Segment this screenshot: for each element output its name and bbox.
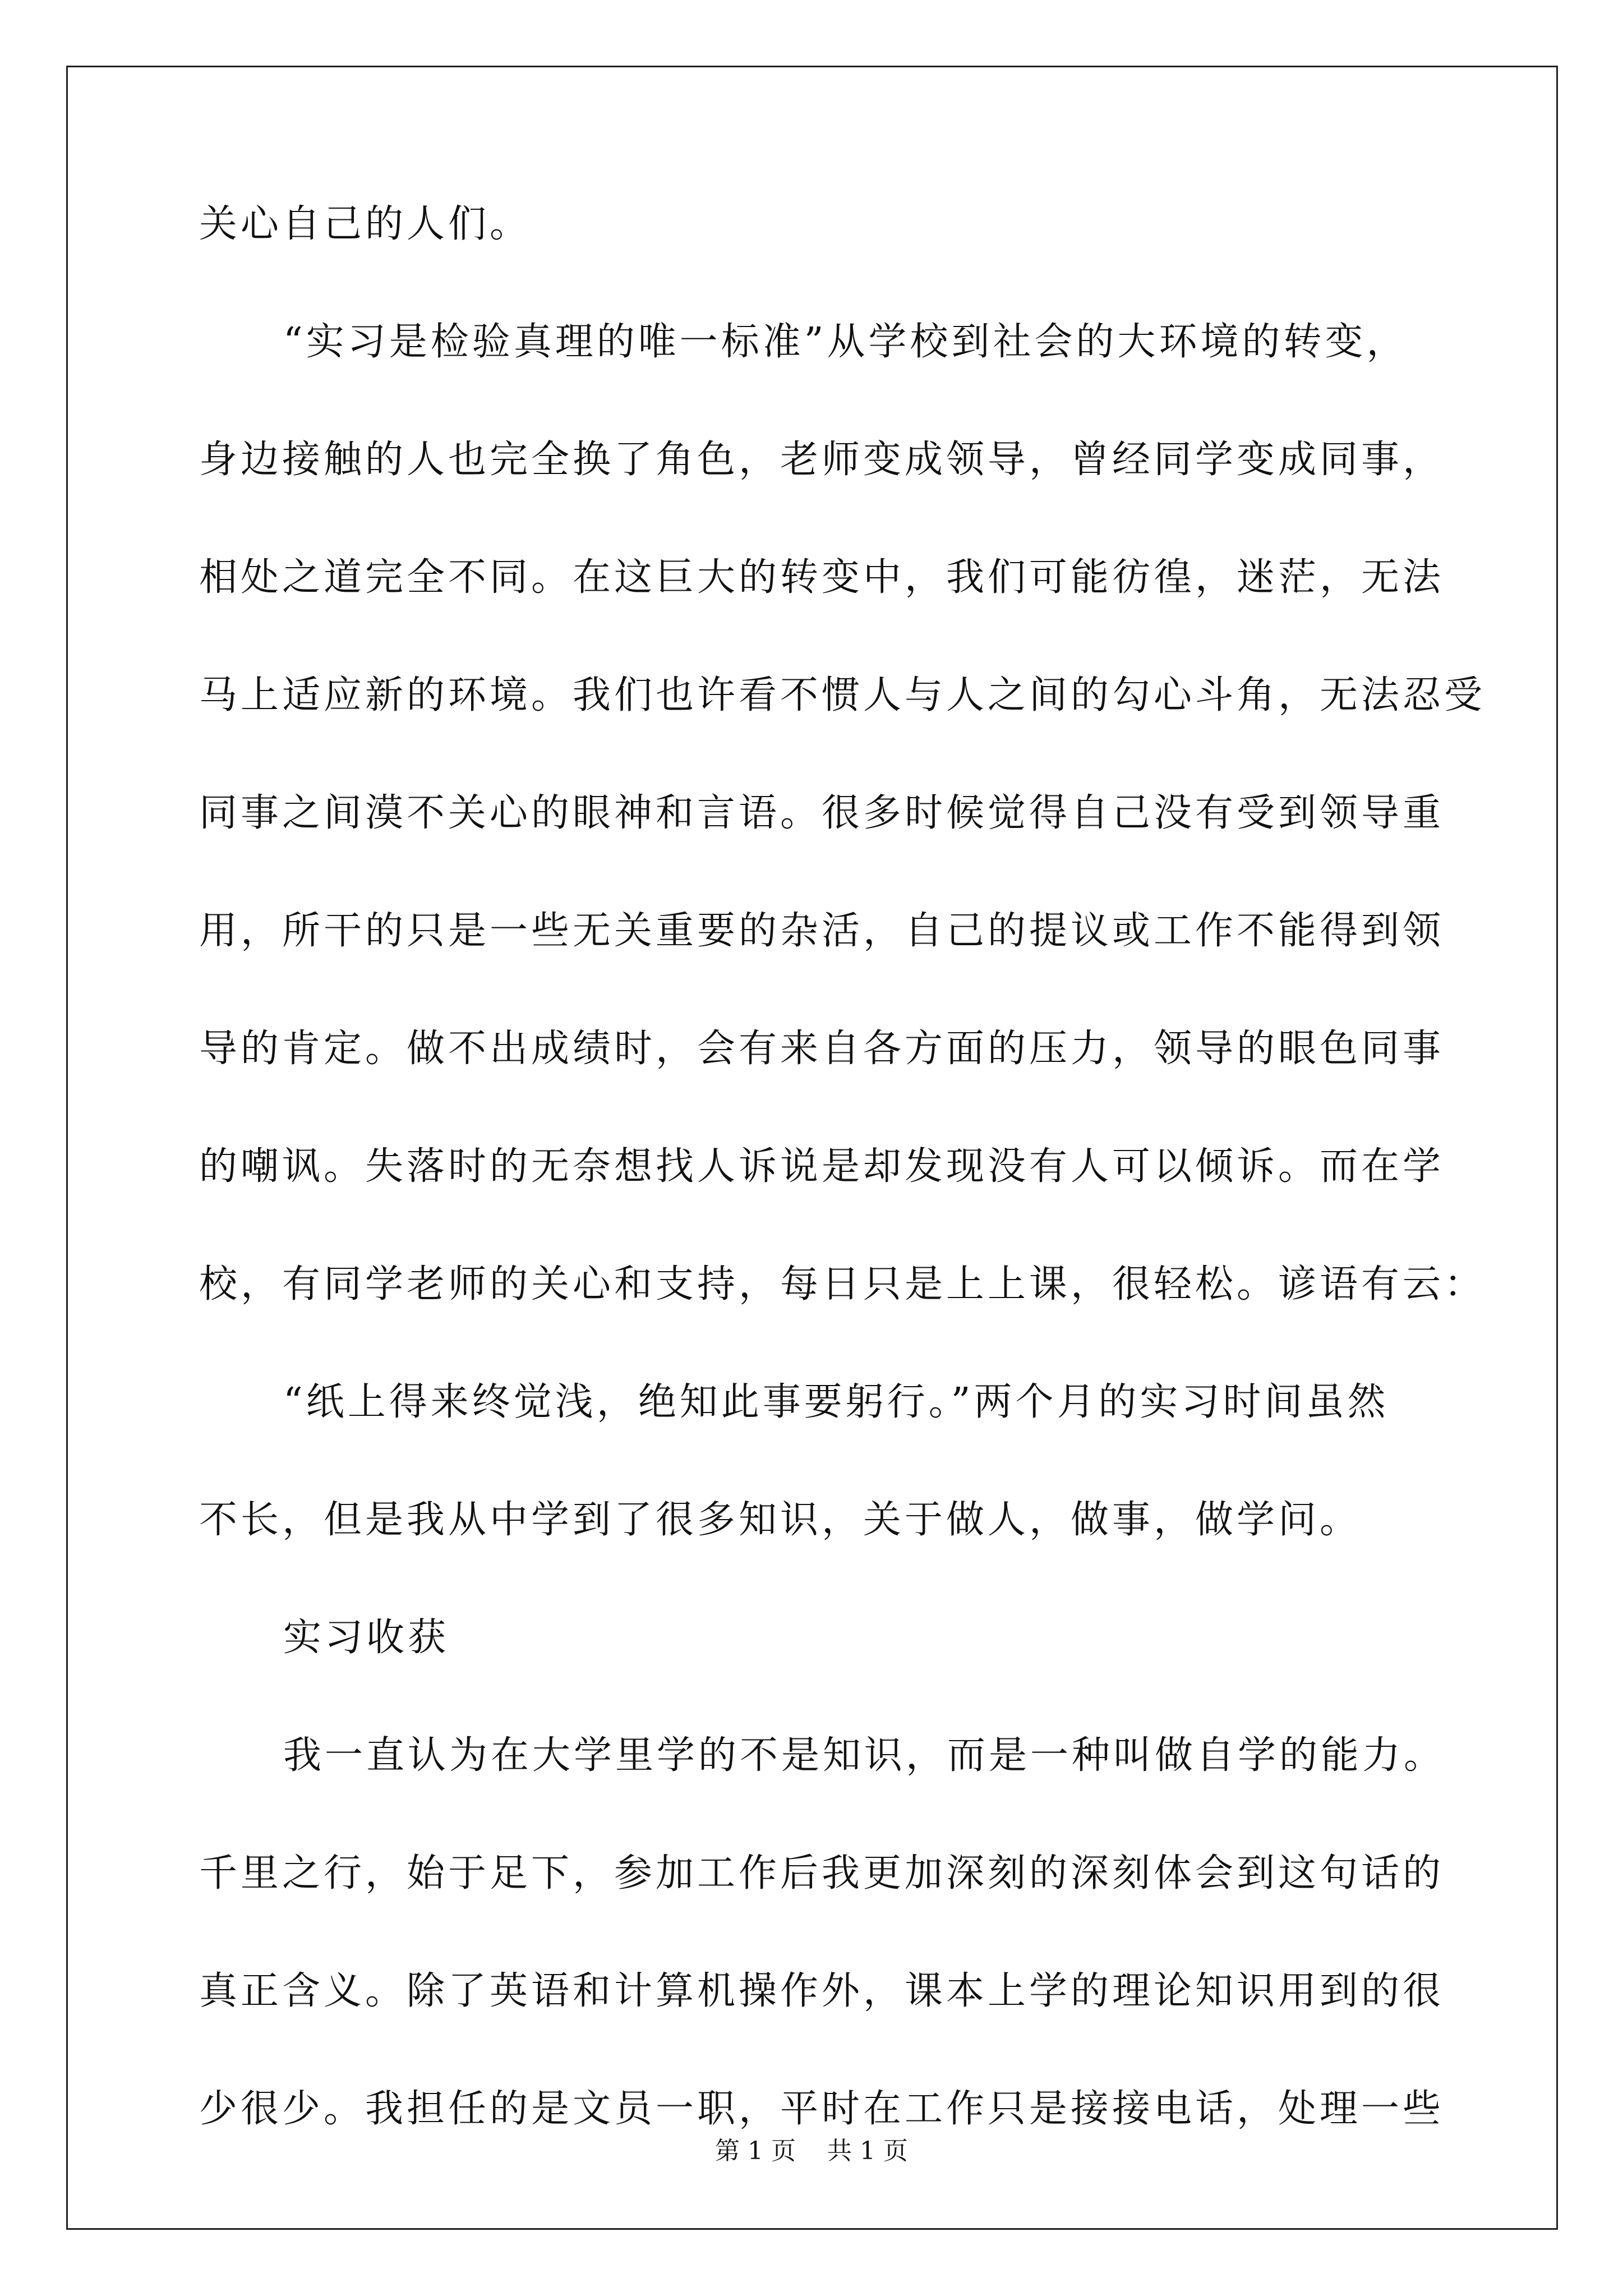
- text-line: 关心自己的人们。: [199, 202, 532, 246]
- text-line: 少很少。我担任的是文员一职，平时在工作只是接接电话，处理一些: [199, 2087, 1445, 2131]
- text-line: 身边接触的人也完全换了角色，老师变成领导，曾经同学变成同事，: [199, 438, 1445, 482]
- paragraph-first-line: “纸上得来终觉浅，绝知此事要躬行。”两个月的实习时间虽然: [283, 1380, 1389, 1424]
- text-line: 马上适应新的环境。我们也许看不惯人与人之间的勾心斗角，无法忍受: [199, 673, 1486, 717]
- text-line: 不长，但是我从中学到了很多知识，关于做人，做事，做学问。: [199, 1498, 1362, 1542]
- paragraph-first-line: 我一直认为在大学里学的不是知识，而是一种叫做自学的能力。: [283, 1733, 1446, 1778]
- text-line: 相处之道完全不同。在这巨大的转变中，我们可能彷徨，迷茫，无法: [199, 555, 1445, 600]
- text-line: 千里之行，始于足下，参加工作后我更加深刻的深刻体会到这句话的: [199, 1851, 1445, 1895]
- paragraph-first-line: “实习是检验真理的唯一标准”从学校到社会的大环境的转变，: [283, 320, 1408, 364]
- text-line: 的嘲讽。失落时的无奈想找人诉说是却发现没有人可以倾诉。而在学: [199, 1144, 1445, 1189]
- text-line: 同事之间漠不关心的眼神和言语。很多时候觉得自己没有受到领导重: [199, 791, 1445, 835]
- text-line: 真正含义。除了英语和计算机操作外，课本上学的理论知识用到的很: [199, 1969, 1445, 2013]
- page-number-footer: 第 1 页 共 1 页: [715, 2137, 908, 2165]
- text-line: 校，有同学老师的关心和支持，每日只是上上课，很轻松。谚语有云：: [199, 1262, 1486, 1306]
- text-line: 导的肯定。做不出成绩时，会有来自各方面的压力，领导的眼色同事: [199, 1027, 1445, 1071]
- section-heading: 实习收获: [283, 1616, 450, 1660]
- text-line: 用，所干的只是一些无关重要的杂活，自己的提议或工作不能得到领: [199, 909, 1445, 953]
